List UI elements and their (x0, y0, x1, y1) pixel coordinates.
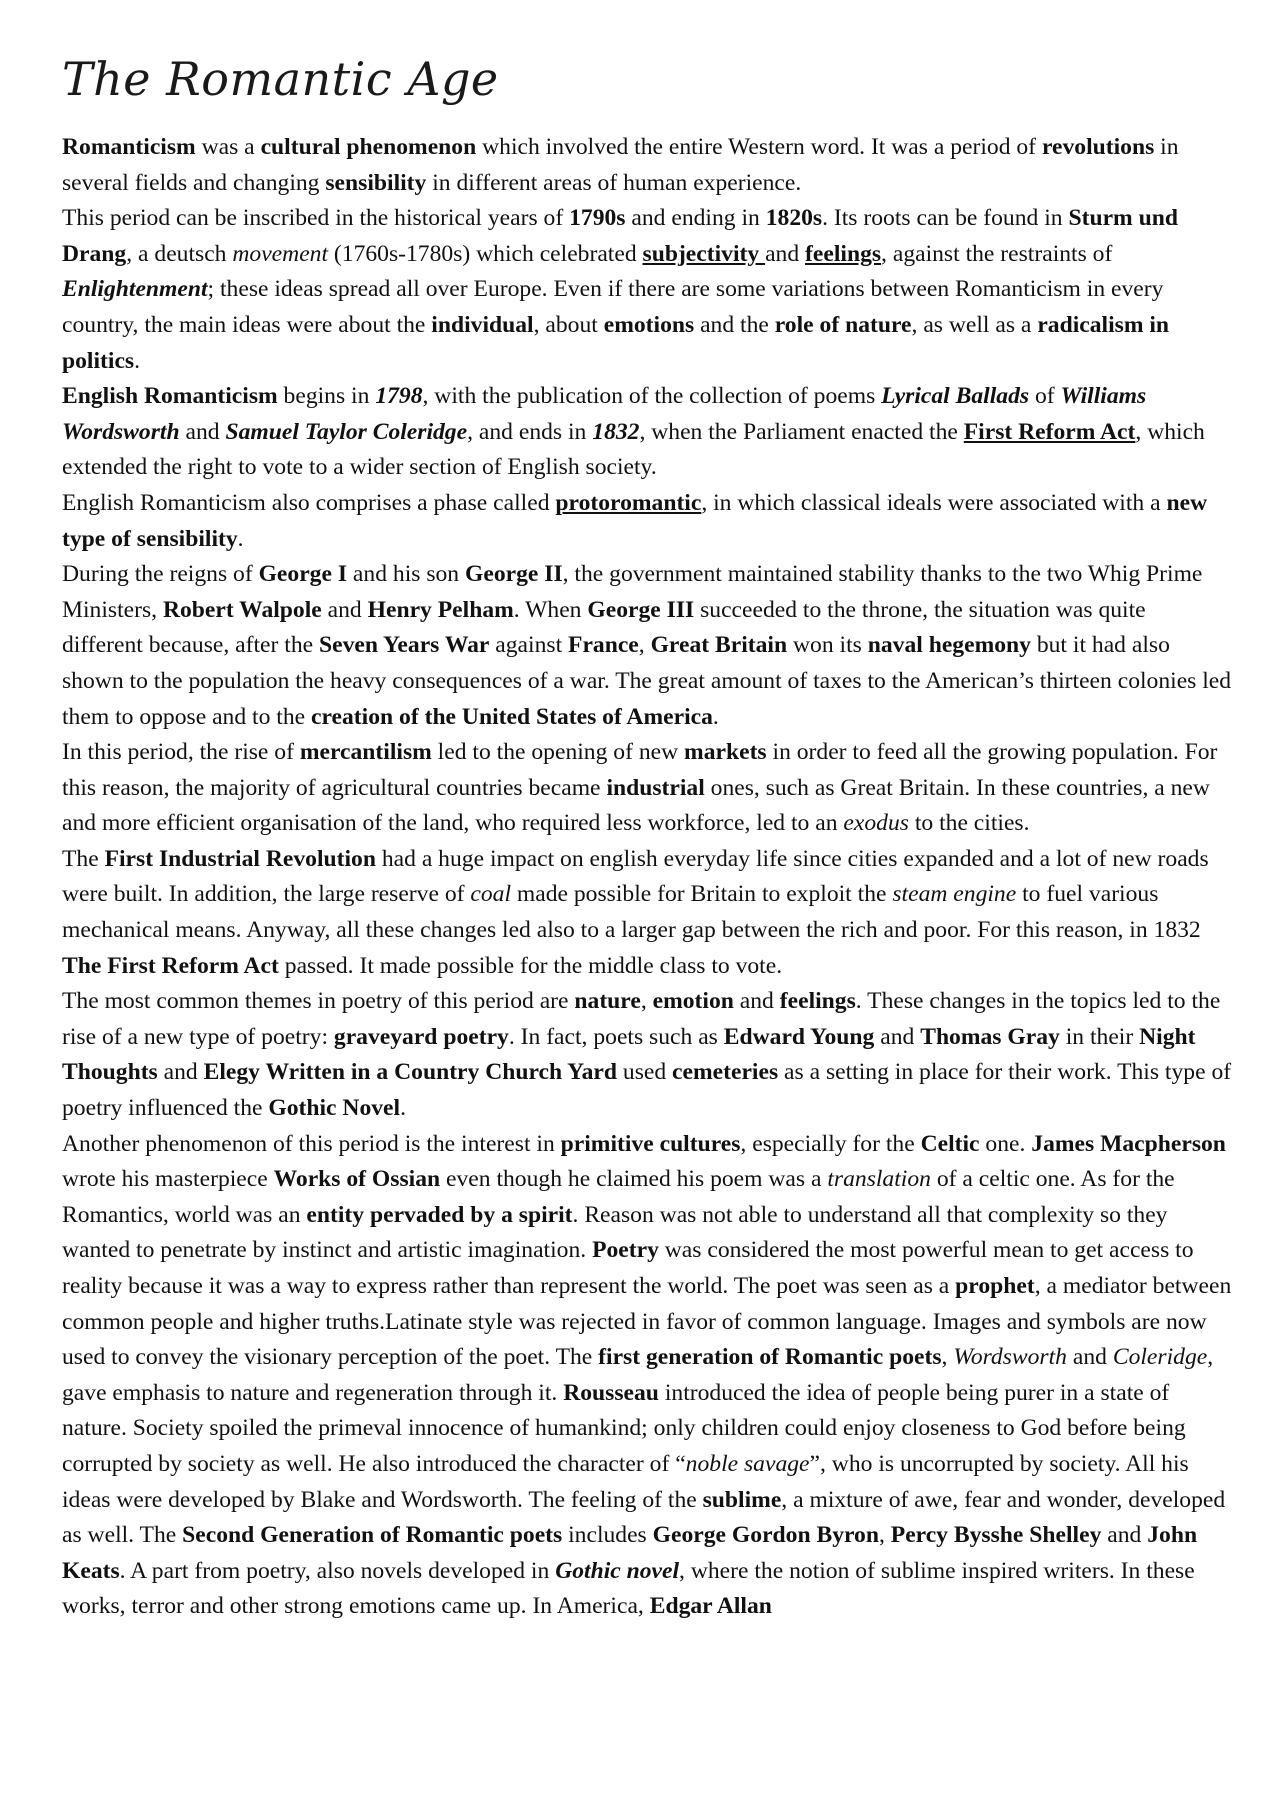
bold-term: Romanticism (62, 134, 196, 160)
italic-term: Wordsworth (953, 1344, 1067, 1371)
paragraph-3 (62, 379, 1232, 486)
paragraph-8 (62, 984, 1232, 1126)
bold-term: Enlightenment (62, 276, 208, 303)
text-run: (1760s-1780s) which celebrated (328, 240, 643, 267)
bold-term: Percy Bysshe Shelley (890, 1522, 1102, 1549)
bold-term: Celtic (920, 1130, 980, 1157)
text-run: , (878, 1522, 891, 1549)
bold-term: creation of the United States of America (311, 703, 713, 730)
text-run: of a celtic one. As for the Romantics, world was an (62, 1166, 1175, 1228)
bold-term: James Macpherson (1031, 1130, 1226, 1157)
bold-term: subjectivity (642, 240, 766, 267)
bold-term: cultural phenomenon (260, 134, 477, 160)
bold-term: radicalism in politics (62, 311, 1170, 374)
bold-term: sublime (702, 1486, 782, 1513)
bold-term: Great Britain (650, 632, 788, 659)
text-run: . Reason was not able to understand all that complexity so they wanted to penetrate by instinct and artistic imagination. (62, 1201, 1168, 1264)
text-run: . In fact, poets such as (508, 1023, 724, 1050)
bold-term: George I (258, 561, 348, 588)
text-run: , a mediator between common people and higher truths.Latinate style was rejected in favor of common language. Images and symbols are now used to convey the visionary perception of the poet. The (62, 1273, 1232, 1371)
document-body (62, 130, 1232, 1625)
bold-term: Samuel Taylor Coleridge (225, 418, 468, 445)
bold-term: Thomas Gray (920, 1023, 1060, 1050)
bold-term: graveyard poetry (333, 1023, 509, 1050)
text-run: . A part from poetry, also novels developed in (119, 1557, 556, 1584)
italic-term: exodus (843, 810, 909, 837)
text-run: was a (195, 134, 261, 160)
bold-term: Gothic novel (555, 1557, 680, 1584)
text-run: and ending in (625, 205, 766, 232)
text-run: This period can be inscribed in the historical years of (62, 205, 570, 232)
text-run: , (941, 1344, 954, 1371)
bold-term: first generation of Romantic poets (598, 1344, 942, 1371)
text-run: in several fields and changing (62, 134, 1179, 196)
bold-term: Robert Walpole (162, 596, 322, 623)
text-run: . (134, 347, 141, 374)
text-run: and (1101, 1522, 1148, 1549)
text-run: . Its roots can be found in (822, 205, 1069, 232)
text-run: and (874, 1023, 921, 1050)
text-run: of (1029, 383, 1061, 410)
bold-term: Edgar Allan (649, 1593, 772, 1620)
text-run: and (733, 988, 780, 1015)
bold-term: Lyrical Ballads (881, 383, 1030, 410)
paragraph-2 (62, 201, 1232, 379)
text-run: ; these ideas spread all over Europe. Even if there are some variations between Romanticism in every country, the main ideas were about the (62, 276, 1164, 338)
bold-term: Henry Pelham (367, 596, 514, 623)
text-run: . (400, 1095, 406, 1122)
paragraph-1 (62, 130, 1232, 201)
bold-term: George Gordon Byron (652, 1522, 879, 1549)
bold-term: Williams Wordsworth (62, 383, 1147, 445)
text-run: . (237, 525, 244, 552)
text-run: , the government maintained stability thanks to the two Whig Prime Ministers, (62, 561, 1203, 623)
italic-term: coal (470, 881, 511, 908)
bold-term: 1798 (375, 383, 423, 410)
bold-term: 1820s (765, 205, 823, 232)
text-run: , as well as a (911, 311, 1038, 338)
bold-term: new type of sensibility (62, 489, 1208, 552)
bold-term: Edward Young (723, 1023, 875, 1050)
text-run: , with the publication of the collection of poems (422, 383, 882, 410)
text-run: , in which classical ideals were associated with a (701, 489, 1167, 516)
bold-term: George III (587, 596, 695, 623)
bold-term: prophet (955, 1273, 1035, 1299)
bold-term: primitive cultures (560, 1130, 741, 1157)
text-run: , when the Parliament enacted the (639, 418, 964, 445)
bold-term: Rousseau (563, 1379, 659, 1406)
text-run: , (640, 988, 653, 1015)
bold-term: nature (574, 988, 641, 1015)
text-run: The most common themes in poetry of this period are (62, 988, 575, 1015)
text-run: English Romanticism also comprises a phase called (62, 489, 556, 516)
text-run: Another phenomenon of this period is the interest in (62, 1130, 561, 1157)
bold-term: Second Generation of Romantic poets (182, 1522, 563, 1549)
bold-term: markets (684, 739, 767, 766)
page-title: The Romantic Age (62, 52, 499, 106)
text-run: succeeded to the throne, the situation was quite different because, after the (62, 596, 1146, 659)
text-run: . When (513, 596, 588, 623)
bold-term: Night Thoughts (62, 1023, 1196, 1086)
text-run: against (489, 632, 569, 659)
bold-term: English Romanticism (62, 383, 278, 410)
bold-term: George II (465, 561, 563, 588)
text-run: , against the restraints of (881, 240, 1113, 267)
text-run: had a huge impact on english everyday life since cities expanded and a lot of new roads were built. In addition, the large reserve of (62, 845, 1209, 908)
bold-term: Poetry (592, 1237, 659, 1264)
paragraph-5 (62, 557, 1232, 735)
text-run: wrote his masterpiece (62, 1166, 274, 1193)
bold-term: First Industrial Revolution (104, 845, 376, 872)
text-run: , and ends in (467, 418, 593, 445)
bold-term: Sturm und Drang (62, 205, 1178, 267)
bold-term: Works of Ossian (273, 1166, 441, 1193)
text-run: was considered the most powerful mean to get access to reality because it was a way to express rather than represent the world. The poet was seen as a (62, 1237, 1194, 1299)
bold-term: protoromantic (555, 489, 702, 516)
text-run: used (617, 1059, 673, 1086)
text-run: and (765, 240, 806, 267)
bold-term: role of nature (774, 311, 912, 338)
bold-term: emotions (603, 311, 695, 338)
text-run: but it had also shown to the population the heavy consequences of a war. The great amount of taxes to the American’s thirteen colonies led them to oppose and to the (62, 632, 1232, 730)
bold-term: entity pervaded by a spirit (306, 1201, 573, 1228)
text-run: , which extended the right to vote to a wider section of English society. (62, 418, 1205, 481)
italic-term: steam engine (892, 881, 1017, 908)
text-run: in order to feed all the growing population. For this reason, the majority of agricultural countries became (62, 739, 1218, 801)
paragraph-6 (62, 735, 1232, 842)
italic-term: Coleridge (1112, 1344, 1208, 1371)
text-run: ”, who is uncorrupted by society. All his ideas were developed by Blake and Wordsworth. The feeling of the (62, 1450, 1189, 1513)
text-run: and the (694, 311, 775, 338)
bold-term: industrial (606, 774, 705, 801)
text-run: made possible for Britain to exploit the (511, 881, 893, 908)
text-run: ones, such as Great Britain. In these countries, a new and more efficient organisation of the land, who required less workforce, led to an (62, 774, 1210, 837)
bold-term: John Keats (62, 1522, 1198, 1584)
text-run: . These changes in the topics led to the rise of a new type of poetry: (62, 988, 1221, 1050)
text-run: and (1066, 1344, 1113, 1371)
text-run: During the reigns of (62, 561, 259, 588)
bold-term: revolutions (1041, 134, 1155, 160)
text-run: and (157, 1059, 204, 1086)
text-run: and (179, 418, 226, 445)
bold-term: 1790s (569, 205, 626, 232)
text-run: . (712, 703, 719, 730)
text-run: In this period, the rise of (62, 739, 300, 766)
bold-term: emotion (652, 988, 734, 1015)
text-run: won its (787, 632, 868, 659)
text-run: and (321, 596, 368, 623)
italic-term: noble savage (685, 1450, 810, 1477)
text-run: in different areas of human experience. (426, 169, 802, 196)
text-run: passed. It made possible for the middle class to vote. (278, 952, 783, 979)
text-run: which involved the entire Western word. It was a period of (476, 134, 1042, 160)
bold-term: The First Reform Act (62, 952, 279, 979)
bold-term: Seven Years War (319, 632, 490, 659)
bold-term: France (568, 632, 639, 659)
italic-term: movement (232, 240, 329, 267)
text-run: introduced the idea of people being purer in a state of nature. Society spoiled the primeval innocence of humankind; only children could enjoy closeness to God before being corrupted by society as well. He also introduced the character of “ (62, 1379, 1186, 1477)
bold-term: feelings (805, 240, 882, 267)
text-run: includes (562, 1522, 653, 1549)
bold-term: 1832 (592, 418, 640, 445)
text-run: , a deutsch (126, 240, 233, 267)
paragraph-7 (62, 842, 1232, 984)
text-run: begins in (277, 383, 376, 410)
text-run: The (62, 845, 105, 872)
text-run: , about (533, 311, 604, 338)
bold-term: naval hegemony (867, 632, 1031, 659)
italic-term: translation (827, 1166, 931, 1193)
bold-term: sensibility (325, 169, 427, 196)
paragraph-9 (62, 1127, 1232, 1625)
text-run: as a setting in place for their work. This type of poetry influenced the (62, 1059, 1232, 1122)
bold-term: feelings (779, 988, 856, 1015)
text-run: to fuel various mechanical means. Anyway, all these changes led also to a larger gap between the rich and poor. For this reason, in 1832 (62, 881, 1201, 944)
text-run: and his son (347, 561, 465, 588)
text-run: to the cities. (908, 810, 1030, 837)
text-run: , gave emphasis to nature and regeneration through it. (62, 1344, 1214, 1406)
text-run: , where the notion of sublime inspired writers. In these works, terror and other strong emotions came up. In America, (62, 1557, 1195, 1620)
text-run: , a mixture of awe, fear and wonder, developed as well. The (62, 1486, 1226, 1549)
text-run: led to the opening of new (431, 739, 685, 766)
text-run: in their (1059, 1023, 1140, 1050)
text-run: even though he claimed his poem was a (440, 1166, 828, 1193)
bold-term: Gothic Novel (268, 1095, 401, 1122)
text-run: , especially for the (740, 1130, 921, 1157)
bold-term: individual (431, 311, 534, 338)
text-run: one. (979, 1130, 1032, 1157)
bold-term: Elegy Written in a Country Church Yard (203, 1059, 617, 1086)
bold-term: mercantilism (299, 739, 432, 766)
text-run: , (638, 632, 651, 659)
bold-term: cemeteries (672, 1059, 779, 1086)
paragraph-4 (62, 486, 1232, 557)
bold-term: First Reform Act (963, 418, 1136, 445)
